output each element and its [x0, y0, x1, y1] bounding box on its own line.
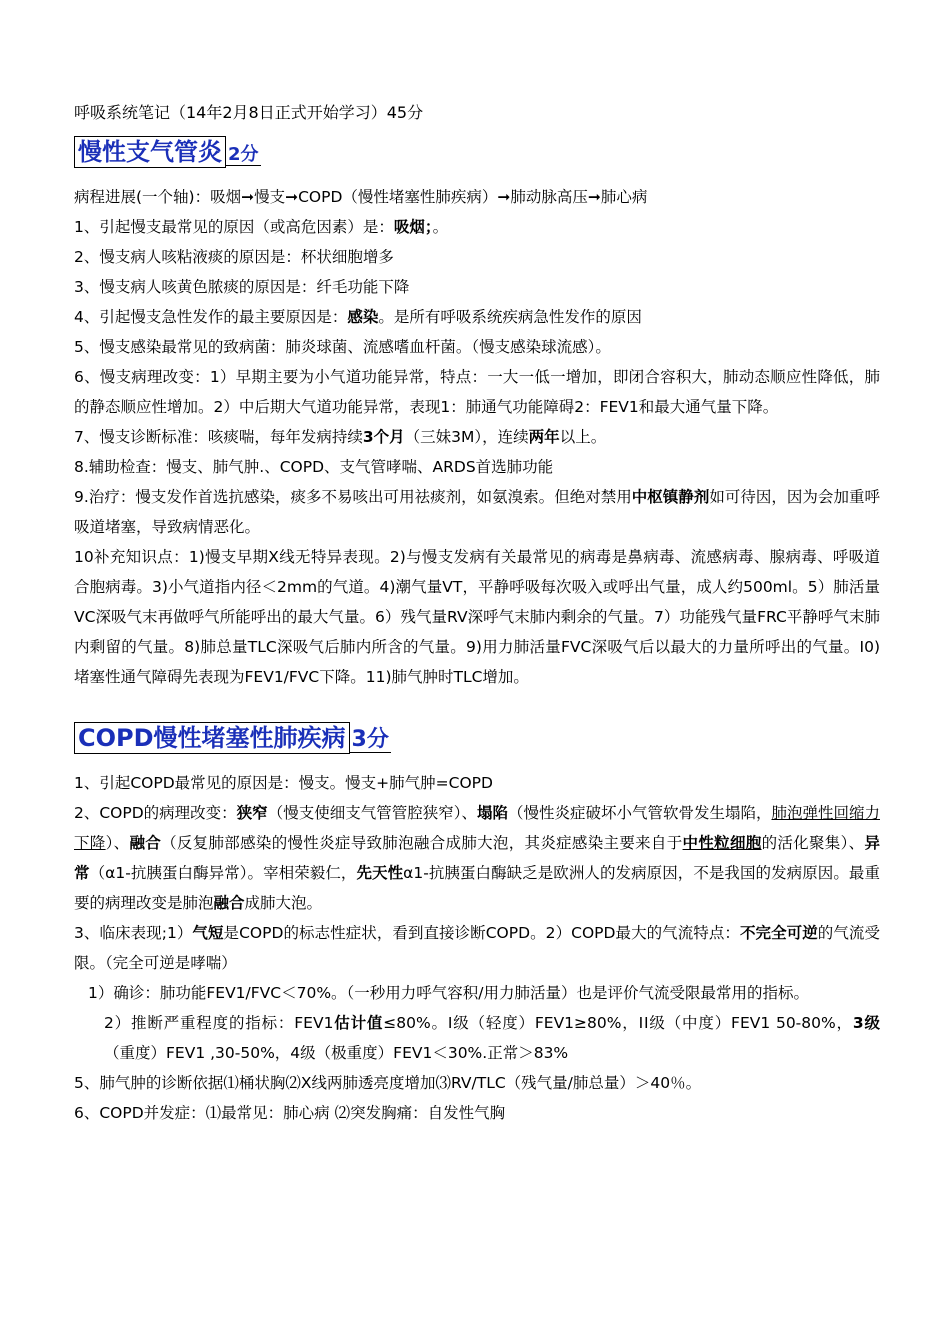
paragraph: 2、慢支病人咳粘液痰的原因是：杯状细胞增多 [74, 248, 394, 266]
paragraph: 8.辅助检查：慢支、肺气肿.、COPD、支气管哮喘、ARDS首选肺功能 [74, 458, 554, 476]
paragraph: 3、慢支病人咳黄色脓痰的原因是：纤毛功能下降 [74, 278, 410, 296]
paragraph: 2）推断严重程度的指标：FEV1估计值≤80%。Ⅰ级（轻度）FEV1≥80%，ⅠⅠ级（中度）FEV1 50-80%，3级（重度）FEV1 ,30-50%，4级（极重度）FEV1＜30%.正常＞83% [104, 1014, 880, 1062]
paragraph: 1、引起慢支最常见的原因（或高危因素）是：吸烟；。 [74, 218, 449, 236]
paragraph: 2、COPD的病理改变：狭窄（慢支使细支气管管腔狭窄）、塌陷（慢性炎症破坏小气管软骨发生塌陷，肺泡弹性回缩力下降）、融合（反复肺部感染的慢性炎症导致肺泡融合成肺大泡，其炎症感染主要来自于中性粒细胞的活化聚集）、异常（α1-抗胰蛋白酶异常）。宰相荣毅仁，先天性α1-抗胰蛋白酶缺乏是欧洲人的发病原因，不是我国的发病原因。最重要的病理改变是肺泡融合成肺大泡。 [74, 804, 880, 912]
section-heading-chronic-bronchitis [74, 136, 880, 172]
document-page [74, 98, 880, 1128]
section-points: 2分 [228, 144, 259, 165]
paragraph: 3、临床表现;1）气短是COPD的标志性症状，看到直接诊断COPD。2）COPD最大的气流特点：不完全可逆的气流受限。（完全可逆是哮喘） [74, 924, 880, 972]
section-title: COPD慢性堵塞性肺疾病 [74, 722, 350, 754]
paragraph: 病程进展(一个轴)：吸烟➞慢支➞COPD（慢性堵塞性肺疾病）➞肺动脉高压➞肺心病 [74, 188, 648, 206]
paragraph: 5、慢支感染最常见的致病菌：肺炎球菌、流感嗜血杆菌。（慢支感染球流感）。 [74, 338, 611, 356]
paragraph: 9.治疗：慢支发作首选抗感染，痰多不易咳出可用祛痰剂，如氨溴索。但绝对禁用中枢镇静剂如可待因，因为会加重呼吸道堵塞，导致病情恶化。 [74, 488, 880, 536]
section-points: 3分 [351, 727, 389, 752]
document-title: 呼吸系统笔记（14年2月8日正式开始学习）45分 [74, 103, 424, 122]
section-heading-copd [74, 722, 880, 758]
paragraph: 1）确诊：肺功能FEV1/FVC＜70%。（一秒用力呼气容积/用力肺活量）也是评价气流受限最常用的指标。 [88, 984, 810, 1002]
paragraph: 6、慢支病理改变：1）早期主要为小气道功能异常，特点：一大一低一增加，即闭合容积大，肺动态顺应性降低，肺的静态顺应性增加。2）中后期大气道功能异常，表现1：肺通气功能障碍2：FEV1和最大通气量下降。 [74, 368, 880, 416]
paragraph: 6、COPD并发症：⑴最常见：肺心病 ⑵突发胸痛：自发性气胸 [74, 1104, 506, 1122]
paragraph: 5、肺气肿的诊断依据⑴桶状胸⑵X线两肺透亮度增加⑶RV/TLC（残气量/肺总量）＞40％。 [74, 1074, 702, 1092]
paragraph: 10补充知识点：1)慢支早期X线无特异表现。2)与慢支发病有关最常见的病毒是鼻病毒、流感病毒、腺病毒、呼吸道合胞病毒。3)小气道指内径＜2mm的气道。4)潮气量VT，平静呼吸每次吸入或呼出气量，成人约500ml。5）肺活量VC深吸气末再做呼气所能呼出的最大气量。6）残气量RV深呼气末肺内剩余的气量。7）功能残气量FRC平静呼气末肺内剩留的气量。8)肺总量TLC深吸气后肺内所含的气量。9)用力肺活量FVC深吸气后以最大的力量所呼出的气量。I0)堵塞性通气障碍先表现为FEV1/FVC下降。11)肺气肿时TLC增加。 [74, 548, 880, 686]
section-title: 慢性支气管炎 [74, 136, 226, 168]
paragraph: 1、引起COPD最常见的原因是：慢支。慢支+肺气肿=COPD [74, 774, 493, 792]
paragraph: 7、慢支诊断标准：咳痰喘，每年发病持续3个月（三妹3M），连续两年以上。 [74, 428, 607, 446]
paragraph: 4、引起慢支急性发作的最主要原因是：感染。是所有呼吸系统疾病急性发作的原因 [74, 308, 642, 326]
